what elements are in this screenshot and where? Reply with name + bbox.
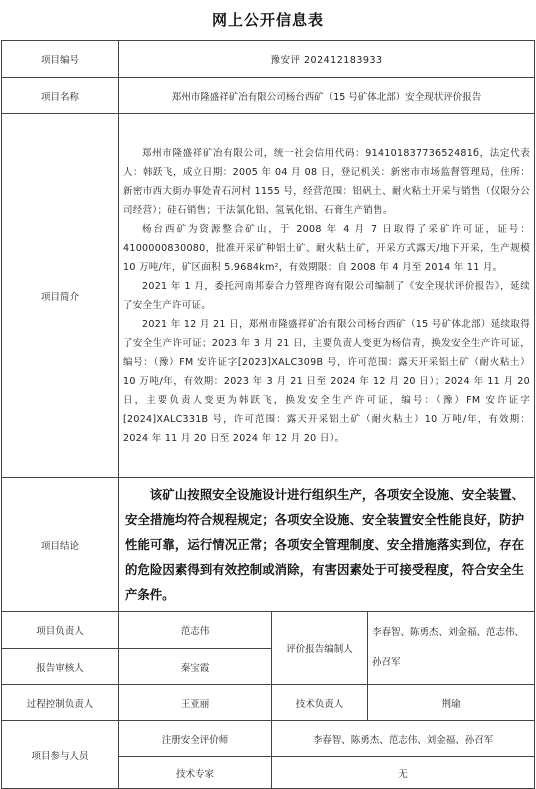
- info-table: [1, 40, 535, 789]
- row-project-intro: [2, 114, 535, 478]
- conclusion-text: 该矿山按照安全设施设计进行组织生产，各项安全设施、安全装置、安全措施均符合规程规定；各项安全设施、安全装置安全性能良好，防护性能可靠，运行情况正常；各项安全管理制度、安全措施落实到位，存在的危险因素得到有效控制或消除，有害因素处于可接受程度，符合安全生产条件。: [125, 487, 525, 602]
- document-title: 网上公开信息表: [211, 11, 324, 29]
- project-intro-label: 项目简介: [2, 114, 119, 478]
- project-code-label: 项目编号: [2, 41, 119, 78]
- row-project-conclusion: [2, 478, 535, 612]
- report-author-value: 李春智、陈勇杰、刘金福、范志伟、孙召军: [368, 612, 535, 685]
- project-leader-value: 范志伟: [119, 612, 272, 649]
- report-reviewer-label: 报告审核人: [2, 649, 119, 685]
- row-project-code: [2, 41, 535, 78]
- project-intro-content: [119, 114, 535, 478]
- row-project-leader: [2, 612, 535, 649]
- project-conclusion-label: 项目结论: [2, 478, 119, 612]
- intro-paragraph-license: 杨台西矿为资源整合矿山，于 2008 年 4 月 7 日取得了采矿许可证，证号：4100000830080，批准开采矿种铝土矿、耐火粘土矿，开采方式露天/地下开采，生产规模 10 万吨/年，矿区面积 5.9684km²，有效期限：自 2008 年 4 月至 2014 年 11 月。: [123, 223, 531, 273]
- project-name-label: 项目名称: [2, 78, 119, 114]
- technical-leader-label: 技术负责人: [272, 685, 368, 721]
- project-code-value: 豫安评 202412183933: [119, 41, 535, 78]
- intro-paragraph-company: 郑州市隆盛祥矿冶有限公司，统一社会信用代码：91410183773652481б，法定代表人：韩跃飞，成立日期：2005 年 04 月 08 日，登记机关：新密市市场监督管理局，住所：新密市西大街办事处青石河村 1155 号，经营范围：铝矾土、耐火粘土开采与销售（仅限分公司经营）；硅石销售；干法氯化铝、氢氧化铝、石膏生产销售。: [123, 147, 531, 216]
- project-name-value: 郑州市隆盛祥矿冶有限公司杨台西矿（15 号矿体北部）安全现状评价报告: [119, 78, 535, 114]
- row-registered-evaluators: [2, 721, 535, 757]
- registered-evaluator-value: 李春智、陈勇杰、范志伟、刘金福、孙召军: [272, 721, 535, 757]
- report-author-label: 评价报告编制人: [272, 612, 368, 685]
- intro-paragraph-permit-history: 2021 年 12 月 21 日，郑州市隆盛祥矿冶有限公司杨台西矿（15 号矿体北部）延续取得了安全生产许可证；2023 年 3 月 21 日，主要负责人变更为杨信青，换发安全生产许可证，编号：（豫）FM 安许证字[2023]XALC309B 号，许可范围：露天开采铝土矿（耐火粘土）10 万吨/年，有效期：2023 年 3 月 21 日至 2024 年 12 月 20 日）；2024 年 11 月 20 日，主要负责人变更为韩跃飞，换发安全生产许可证，编号：（豫）FM 安许证字[2024]XALC331B 号，许可范围：露天开采铝土矿（耐火粘土）10 万吨/年，有效期：2024 年 11 月 20 日至 2024 年 12 月 20 日）。: [123, 318, 531, 444]
- project-conclusion-content: [119, 478, 535, 612]
- intro-paragraph-2021-report: 2021 年 1 月，委托河南邦泰合力管理咨询有限公司编制了《安全现状评价报告》，延续了安全生产许可证。: [123, 280, 531, 311]
- technical-expert-value: 无: [272, 757, 535, 789]
- row-process-control: [2, 685, 535, 721]
- report-reviewer-value: 秦宝霞: [119, 649, 272, 685]
- technical-leader-value: 荆瑜: [368, 685, 535, 721]
- process-control-value: 王亚丽: [119, 685, 272, 721]
- project-leader-label: 项目负责人: [2, 612, 119, 649]
- registered-evaluator-label: 注册安全评价师: [119, 721, 272, 757]
- technical-expert-label: 技术专家: [119, 757, 272, 789]
- row-project-name: [2, 78, 535, 114]
- process-control-label: 过程控制负责人: [2, 685, 119, 721]
- participants-label: 项目参与人员: [2, 721, 119, 789]
